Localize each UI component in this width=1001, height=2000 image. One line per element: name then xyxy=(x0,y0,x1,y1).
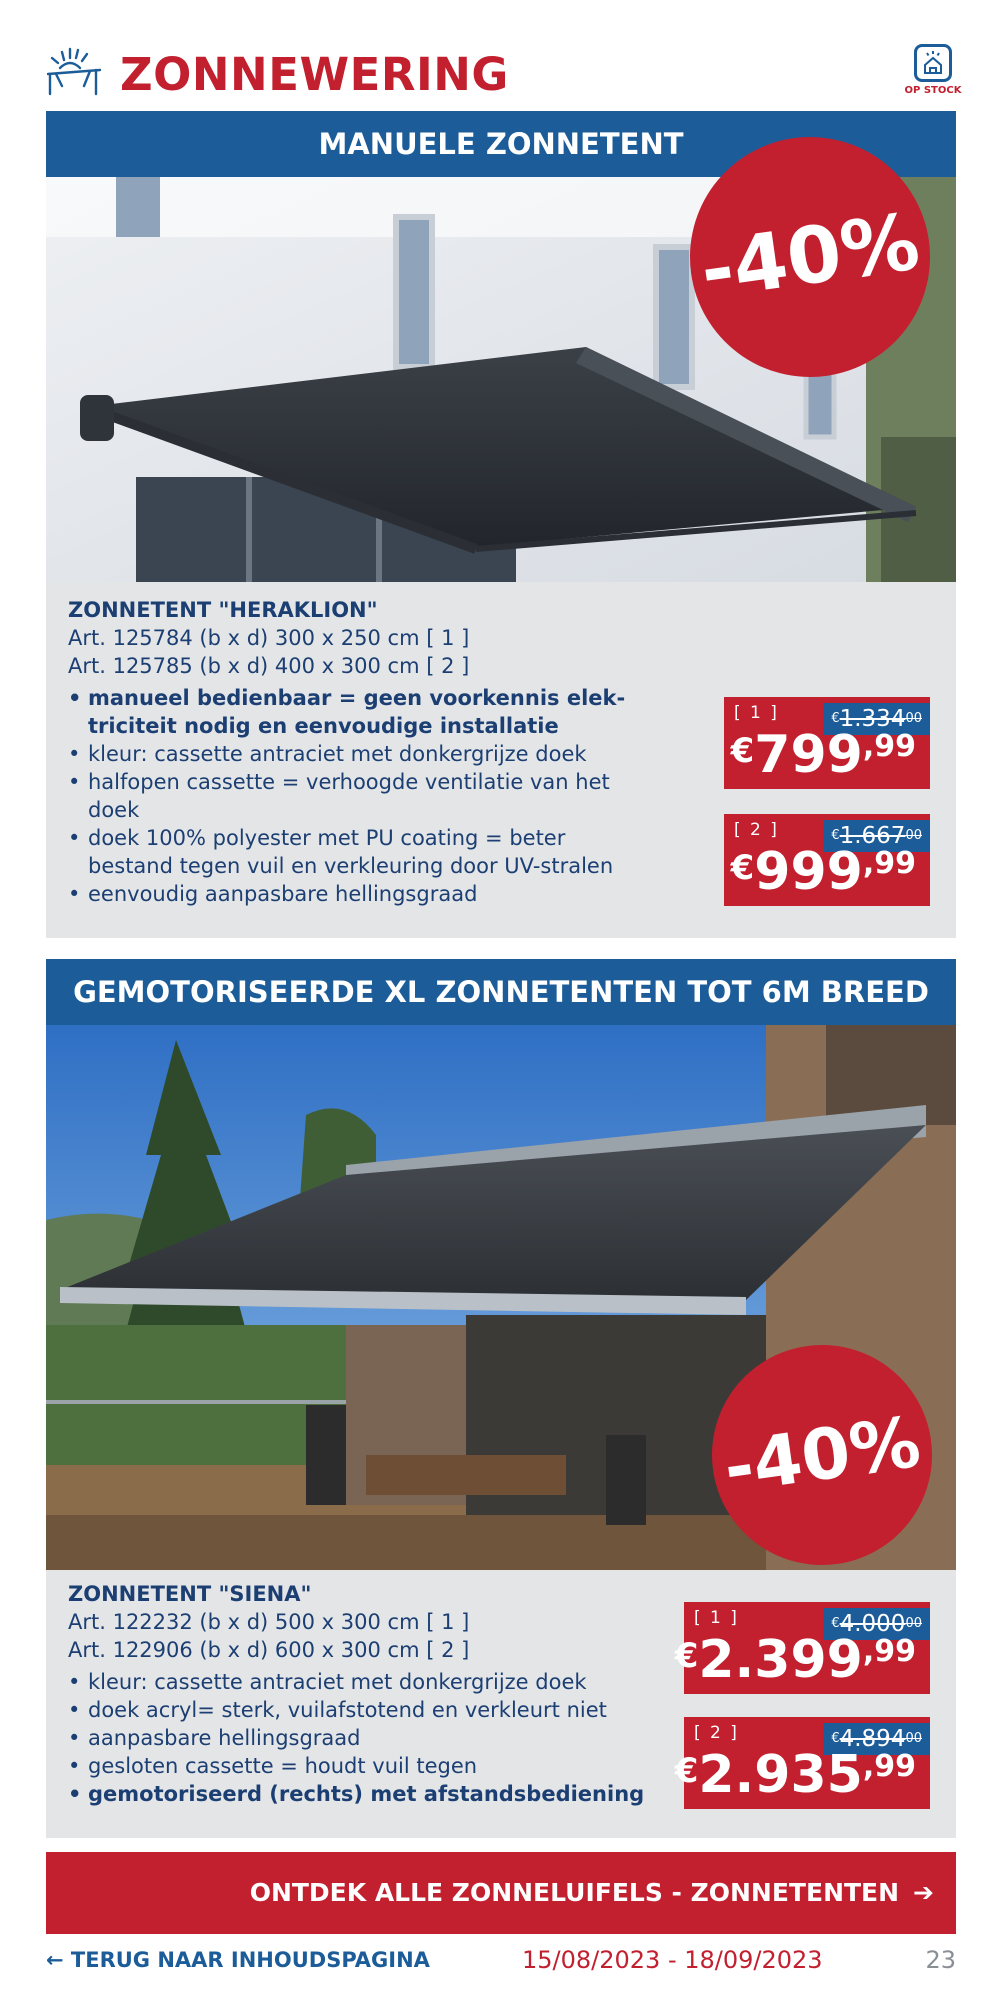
feature-list xyxy=(68,1668,644,1808)
feature-list xyxy=(68,684,625,908)
back-to-contents-link[interactable]: ← TERUG NAAR INHOUDSPAGINA xyxy=(46,1948,430,1972)
new-price: €799,99 xyxy=(730,725,916,785)
new-price: €999,99 xyxy=(730,842,916,902)
feature-item: • aanpasbare hellingsgraad xyxy=(68,1724,644,1752)
old-price: €4.894$^{00}$ xyxy=(823,1723,930,1755)
cta-label: ONTDEK ALLE ZONNELUIFELS - ZONNETENTEN xyxy=(249,1878,900,1907)
feature-item: • kleur: cassette antraciet met donkergrijze doek xyxy=(68,1668,644,1696)
feature-item: • gemotoriseerd (rechts) met afstandsbediening xyxy=(68,1780,644,1808)
feature-item: • eenvoudig aanpasbare hellingsgraad xyxy=(68,880,625,908)
new-price: €2.399,99 xyxy=(674,1630,916,1690)
feature-item-cont: bestand tegen vuil en verkleuring door UV-stralen xyxy=(88,854,614,878)
arrow-right-icon: ➔ xyxy=(913,1878,934,1907)
feature-item-cont: triciteit nodig en eenvoudige installatie xyxy=(88,714,559,738)
price-index: [ 2 ] xyxy=(694,1723,739,1743)
page-footer xyxy=(46,1944,956,1980)
page-number: 23 xyxy=(925,1946,956,1974)
feature-item: • doek acryl= sterk, vuilafstotend en verkleurt niet xyxy=(68,1696,644,1724)
discount-badge: -40% xyxy=(698,1331,946,1579)
house-sun-icon xyxy=(914,44,952,82)
price-index: [ 1 ] xyxy=(694,1608,739,1628)
price-index: [ 1 ] xyxy=(734,703,779,723)
page-title: ZONNEWERING xyxy=(120,48,509,101)
awning-sun-icon xyxy=(46,46,102,96)
feature-item: • kleur: cassette antraciet met donkergrijze doek xyxy=(68,740,625,768)
stock-label: OP STOCK xyxy=(904,85,962,96)
feature-item: • manueel bedienbaar = geen voorkennis elek- xyxy=(68,684,625,712)
discover-all-link[interactable] xyxy=(46,1852,956,1934)
discount-badge: -40% xyxy=(674,121,945,392)
stock-badge xyxy=(904,44,962,96)
product-name: ZONNETENT "HERAKLION" xyxy=(68,598,378,622)
page-header xyxy=(46,44,962,104)
price-index: [ 2 ] xyxy=(734,820,779,840)
section-band-motorized: GEMOTORISEERDE XL ZONNETENTEN TOT 6M BREED xyxy=(46,959,956,1025)
article-line: Art. 125785 (b x d) 400 x 300 cm [ 2 ] xyxy=(68,654,470,678)
new-price: €2.935,99 xyxy=(674,1745,916,1805)
old-price: €1.667$^{00}$ xyxy=(823,820,930,852)
feature-item-cont: doek xyxy=(88,798,140,822)
feature-item: • gesloten cassette = houdt vuil tegen xyxy=(68,1752,644,1780)
price-tag-3 xyxy=(674,1602,930,1694)
price-tag-1 xyxy=(724,697,930,789)
feature-item: • halfopen cassette = verhoogde ventilatie van het xyxy=(68,768,625,796)
article-line: Art. 122232 (b x d) 500 x 300 cm [ 1 ] xyxy=(68,1610,470,1634)
price-tag-2 xyxy=(724,814,930,906)
article-line: Art. 122906 (b x d) 600 x 300 cm [ 2 ] xyxy=(68,1638,470,1662)
old-price: €4.000$^{00}$ xyxy=(823,1608,930,1640)
product-name: ZONNETENT "SIENA" xyxy=(68,1582,312,1606)
section-band-manual: MANUELE ZONNETENT xyxy=(46,111,956,177)
article-line: Art. 125784 (b x d) 300 x 250 cm [ 1 ] xyxy=(68,626,470,650)
price-tag-4 xyxy=(674,1717,930,1809)
feature-item: • doek 100% polyester met PU coating = beter xyxy=(68,824,625,852)
validity-dates: 15/08/2023 - 18/09/2023 xyxy=(522,1946,823,1974)
old-price: €1.334$^{00}$ xyxy=(823,703,930,735)
